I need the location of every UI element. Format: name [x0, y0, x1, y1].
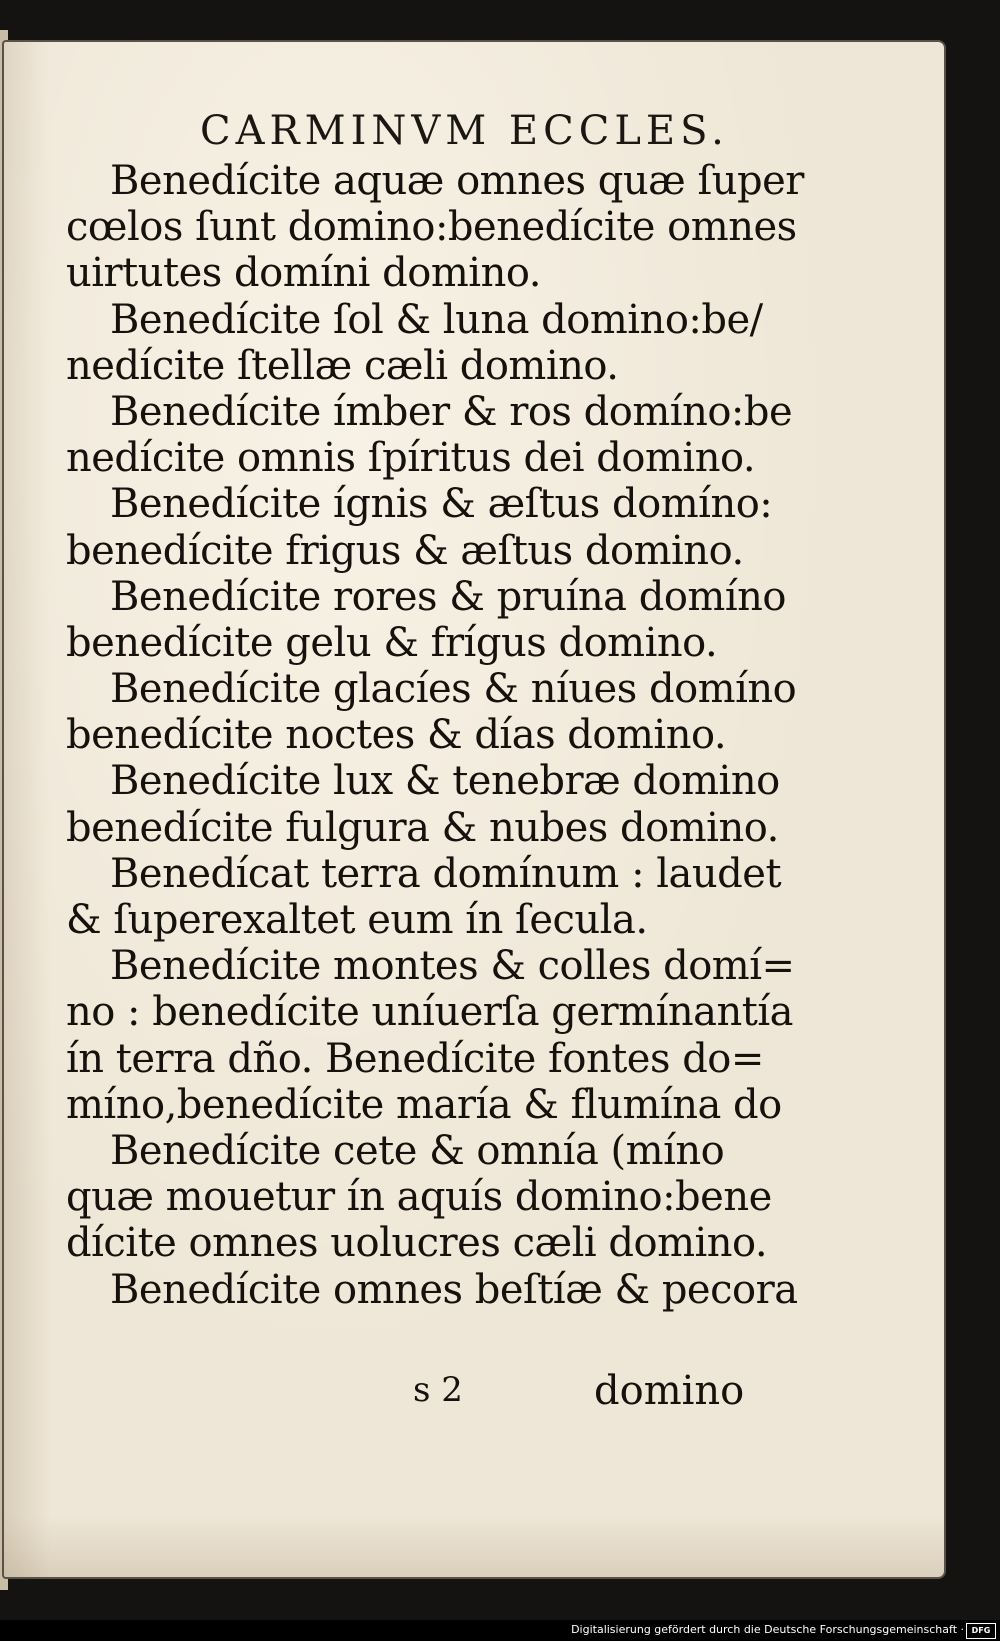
text-line: benedícite fulgura & nubes domino.	[66, 804, 779, 851]
text-line: Benedícite rores & pruína domíno	[110, 573, 786, 620]
text-line: dícite omnes uolucres cæli domino.	[66, 1220, 768, 1267]
page-text	[66, 158, 804, 1313]
text-line: cœlos ſunt domino:benedícite omnes	[66, 204, 797, 251]
running-header: CARMINVM ECCLES.	[200, 108, 729, 154]
digitization-credit: Digitalisierung gefördert durch die Deutsche Forschungsgemeinschaft ·	[571, 1623, 964, 1636]
text-line: benedícite gelu & frígus domino.	[66, 619, 718, 666]
text-line: Benedícite cete & omnía (míno	[110, 1127, 725, 1174]
text-line: Benedícite aquæ omnes quæ ſuper	[110, 158, 804, 204]
text-line: Benedícat terra domínum : laudet	[110, 850, 782, 897]
text-line: Benedícite glacíes & níues domíno	[110, 666, 797, 713]
text-line: no : benedícite uníuerſa germínantía	[66, 989, 793, 1036]
text-line: nedícite ſtellæ cæli domino.	[66, 342, 619, 389]
text-line: nedícite omnis ſpíritus dei domino.	[66, 435, 756, 482]
text-line: Benedícite omnes beſtíæ & pecora	[110, 1266, 798, 1313]
text-line: benedícite frigus & æſtus domino.	[66, 527, 744, 574]
text-line: míno,benedícite maría & flumína do	[66, 1081, 782, 1128]
text-line: Benedícite ígnis & æſtus domíno:	[110, 481, 773, 528]
catchword: domino	[594, 1368, 745, 1414]
text-line: Benedícite montes & colles domí=	[110, 943, 795, 990]
text-line: ín terra dño. Benedícite fontes do=	[66, 1035, 764, 1082]
text-line: Benedícite ímber & ros domíno:be	[110, 388, 793, 435]
text-line: uirtutes domíni domino.	[66, 250, 541, 297]
text-line: & ſuperexaltet eum ín ſecula.	[66, 897, 648, 943]
dfg-logo-icon: DFG	[966, 1623, 996, 1639]
text-line: quæ mouetur ín aquís domino:bene	[66, 1174, 772, 1221]
text-line: benedícite noctes & días domino.	[66, 712, 727, 759]
text-line: Benedícite ſol & luna domino:be/	[110, 296, 763, 343]
text-line: Benedícite lux & tenebræ domino	[110, 758, 780, 805]
signature-mark: s 2	[413, 1370, 463, 1410]
